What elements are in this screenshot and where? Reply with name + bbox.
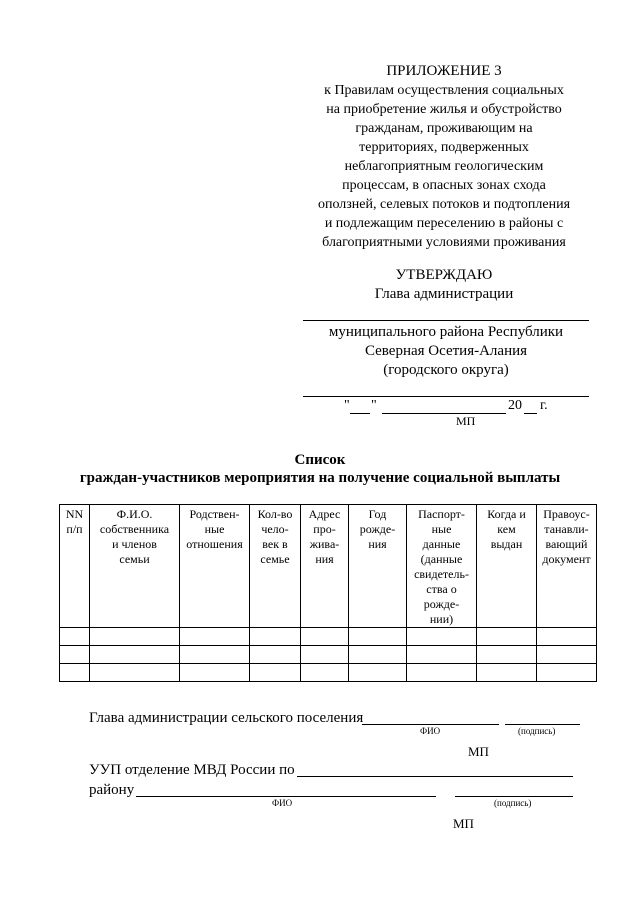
stamp-label-2: МП (453, 816, 474, 831)
header-fio: Ф.И.О. собственника и членов семьи (90, 505, 180, 628)
appendix-line: процессам, в опасных зонах схода (342, 178, 546, 193)
table-cell (301, 628, 349, 646)
rural-head-fio-line (362, 724, 499, 725)
district-line: Северная Осетия-Алания (364, 343, 528, 359)
appendix-line: на приобретение жилья и обустройство (326, 102, 562, 117)
date-day-line (350, 413, 370, 414)
table-cell (301, 646, 349, 664)
year-prefix: 20 (508, 398, 522, 413)
table-cell (180, 646, 250, 664)
header-issued: Когда и кем выдан (477, 505, 537, 628)
table-cell (537, 664, 597, 682)
police-label-line2: району (89, 782, 135, 798)
table-header-row (60, 505, 597, 628)
table-row (60, 664, 597, 682)
header-relation: Родствен- ные отношения (180, 505, 250, 628)
approver-name-line (303, 320, 589, 321)
citizens-table (59, 504, 597, 682)
fio-caption-2: ФИО (272, 798, 293, 808)
table-cell (477, 646, 537, 664)
approve-head: Глава администрации (374, 286, 514, 302)
header-title-document: Правоус- танавли- вающий документ (537, 505, 597, 628)
table-cell (90, 646, 180, 664)
date-open-quote: " (344, 398, 350, 413)
table-cell (250, 628, 301, 646)
stamp-label: МП (456, 414, 476, 428)
approve-heading: УТВЕРЖДАЮ (395, 267, 493, 283)
header-birth-year: Год рожде- ния (349, 505, 407, 628)
police-label-line1: УУП отделение МВД России по (89, 762, 295, 778)
table-cell (250, 646, 301, 664)
rural-head-label: Глава администрации сельского поселения (89, 710, 364, 726)
list-subtitle: граждан-участников мероприятия на получение социальной выплаты (79, 470, 561, 486)
table-cell (537, 628, 597, 646)
list-title: Список (294, 452, 346, 468)
district-line-separator (303, 396, 589, 397)
appendix-line: территориях, подверженных (359, 140, 529, 155)
approval-block (300, 266, 588, 304)
appendix-line: к Правилам осуществления социальных (324, 83, 564, 98)
appendix-line: благоприятными условиями проживания (322, 235, 566, 250)
table-cell (60, 664, 90, 682)
appendix-line: гражданам, проживающим на (355, 121, 533, 136)
table-cell (407, 664, 477, 682)
table-cell (407, 646, 477, 664)
table-cell (301, 664, 349, 682)
table-cell (477, 664, 537, 682)
table-cell (349, 628, 407, 646)
stamp-label-1: МП (468, 744, 489, 759)
district-block (300, 323, 592, 380)
table-cell (90, 664, 180, 682)
appendix-line: и подлежащим переселению в районы с (324, 216, 564, 231)
date-month-line (382, 413, 506, 414)
table-cell (407, 628, 477, 646)
year-suffix: г. (540, 398, 548, 413)
table-cell (349, 646, 407, 664)
appendix-line: неблагоприятным геологическим (344, 159, 544, 174)
table-cell (60, 646, 90, 664)
fio-caption: ФИО (420, 726, 441, 736)
table-cell (180, 628, 250, 646)
rural-head-signature-line (505, 724, 580, 725)
table-cell (477, 628, 537, 646)
table-row (60, 646, 597, 664)
header-passport: Паспорт- ные данные (данные свидетель- ства о рожде- нии) (407, 505, 477, 628)
police-unit-line (297, 776, 573, 777)
appendix-title: ПРИЛОЖЕНИЕ 3 (386, 63, 502, 79)
table-row (60, 628, 597, 646)
district-line: муниципального района Республики (328, 324, 564, 340)
year-line (524, 413, 537, 414)
signature-caption: (подпись) (518, 726, 556, 736)
table-cell (90, 628, 180, 646)
date-close-quote: " (371, 398, 377, 413)
district-line: (городского округа) (383, 362, 509, 378)
appendix-block (300, 62, 588, 252)
header-people-count: Кол-во чело- век в семье (250, 505, 301, 628)
table-cell (250, 664, 301, 682)
table-cell (349, 664, 407, 682)
table-cell (60, 628, 90, 646)
table-cell (180, 664, 250, 682)
header-number: NN п/п (60, 505, 90, 628)
police-signature-line (455, 796, 573, 797)
header-address: Адрес про- жива- ния (301, 505, 349, 628)
signature-caption-2: (подпись) (494, 798, 532, 808)
police-fio-line (136, 796, 436, 797)
appendix-line: оползней, селевых потоков и подтопления (317, 197, 571, 212)
table-cell (537, 646, 597, 664)
